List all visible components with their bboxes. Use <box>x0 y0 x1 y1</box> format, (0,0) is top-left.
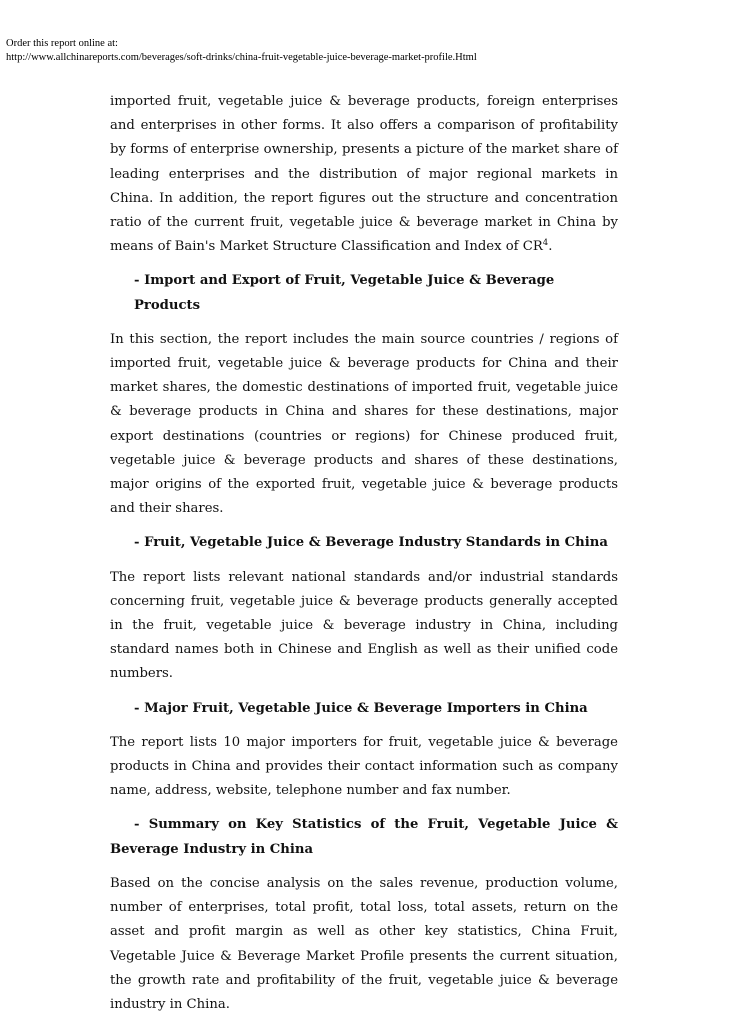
document-body <box>110 90 618 1027</box>
section-heading-importers: - Major Fruit, Vegetable Juice & Beverage Importers in China <box>134 700 588 716</box>
section-text-import-export: In this section, the report includes the main source countries / regions of imported fruit, vegetable juice & beverage products for China and their market shares, the domestic destinations of imported fruit, vegetable juice & beverage products in China and shares for these destinations, major export destinations (countries or regions) for Chinese produced fruit, vegetable juice & beverage products and shares of these destinations, major origins of the exported fruit, vegetable juice & beverage products and their shares. <box>110 331 618 517</box>
section-text-standards: The report lists relevant national standards and/or industrial standards concerning fruit, vegetable juice & beverage products generally accepted in the fruit, vegetable juice & beverage industry in China, including standard names both in Chinese and English as well as their unified code numbers. <box>110 569 618 682</box>
section-heading-import-export: - Import and Export of Fruit, Vegetable Juice & Beverage Products <box>134 273 555 313</box>
intro-paragraph <box>110 90 618 259</box>
section-text-importers: The report lists 10 major importers for fruit, vegetable juice & beverage products in China and provides their contact information such as company name, address, website, telephone number and fax number. <box>110 734 618 799</box>
section-text-key-statistics: Based on the concise analysis on the sales revenue, production volume, number of enterprises, total profit, total loss, total assets, return on the asset and profit margin as well as other key statistics, China Fruit, Vegetable Juice & Beverage Market Profile presents the current situation, the growth rate and profitability of the fruit, vegetable juice & beverage industry in China. <box>110 875 618 1012</box>
order-line: Order this report online at: <box>6 38 118 49</box>
section-heading-key-statistics: - Summary on Key Statistics of the Fruit, Vegetable Juice & Beverage Industry in China <box>110 817 618 857</box>
section-heading-standards: - Fruit, Vegetable Juice & Beverage Industry Standards in China <box>134 535 608 551</box>
intro-end: . <box>548 239 553 255</box>
page-header <box>6 37 477 65</box>
report-url[interactable]: http://www.allchinareports.com/beverages/soft-drinks/china-fruit-vegetable-juice-beverage-market-profile.Html <box>6 52 477 63</box>
intro-text: imported fruit, vegetable juice & beverage products, foreign enterprises and enterprises in other forms. It also offers a comparison of profitability by forms of enterprise ownership, presents a picture of the market share of leading enterprises and the distribution of major regional markets in China. In addition, the report figures out the structure and concentration ratio of the current fruit, vegetable juice & beverage market in China by means of Bain's Market Structure Classification and Index of CR <box>110 94 618 255</box>
superscript: 4 <box>542 238 549 249</box>
